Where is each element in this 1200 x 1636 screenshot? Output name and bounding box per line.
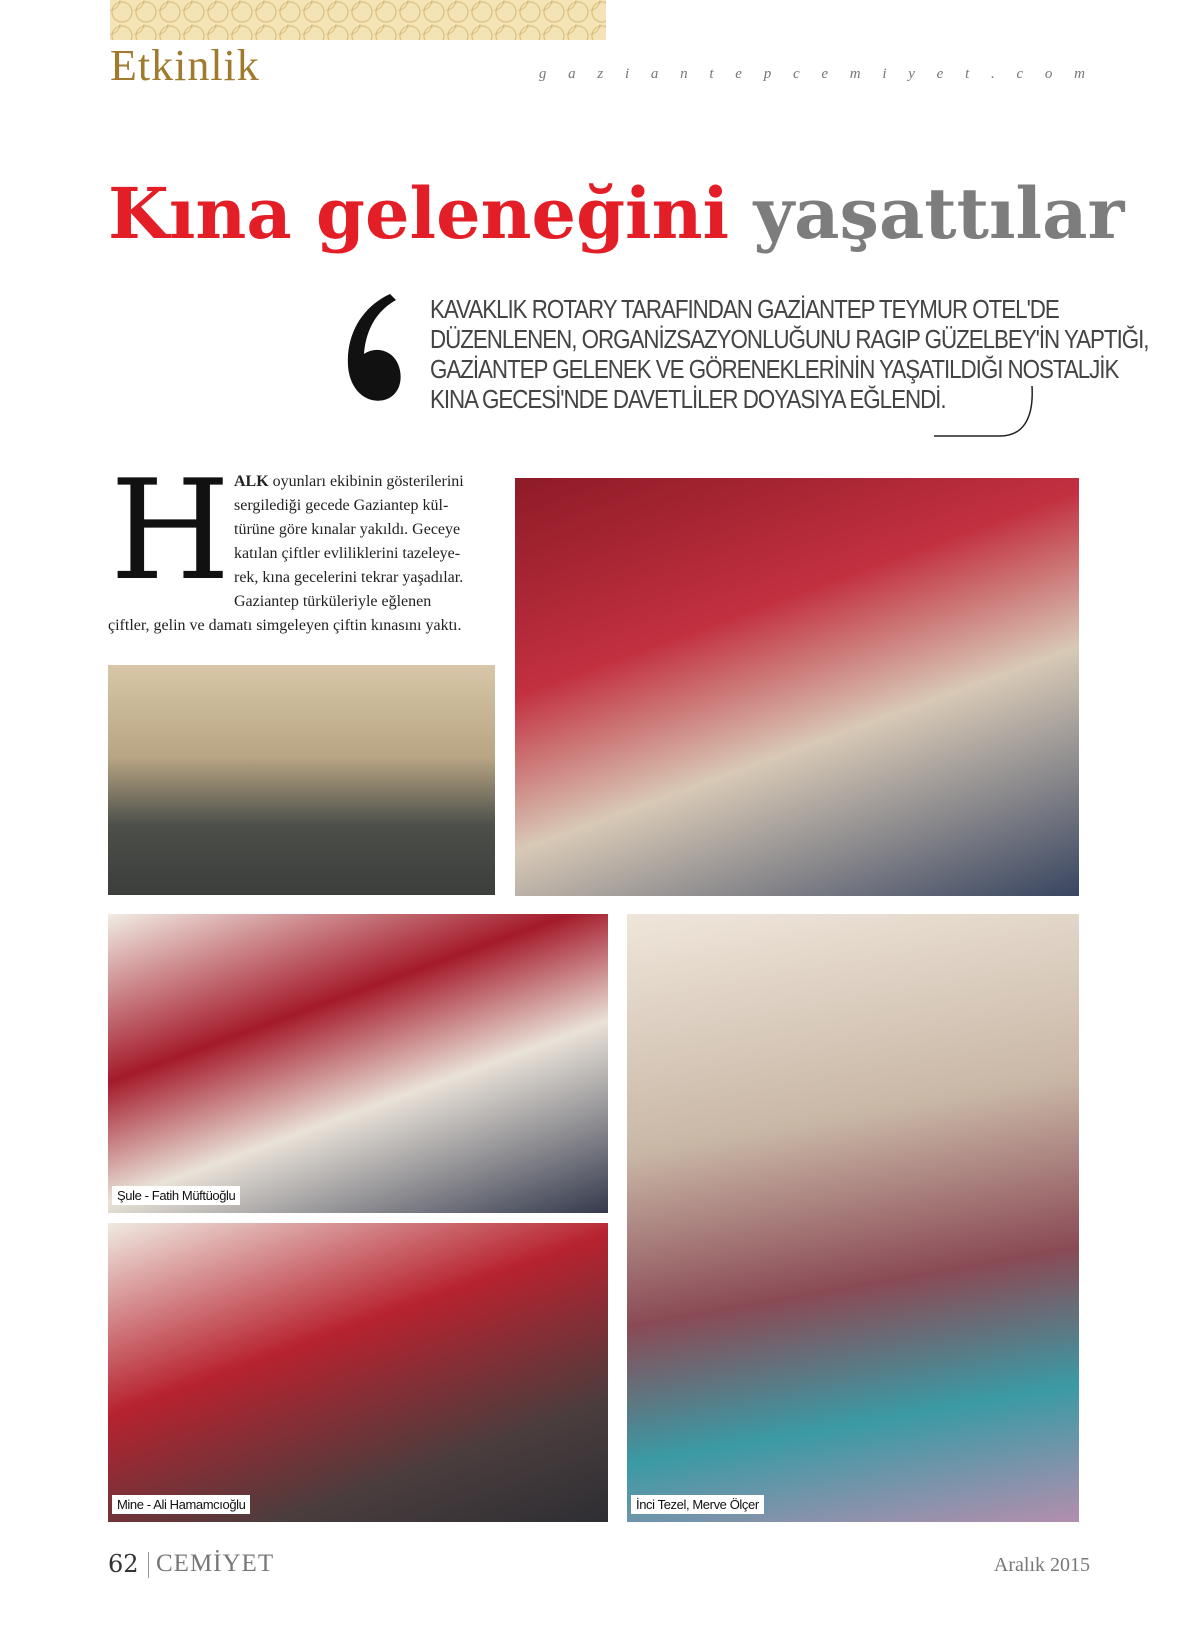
- lead-line: KINA GECESİ'NDE DAVETLİLER DOYASIYA EĞLENDİ.: [430, 384, 946, 414]
- photo-couple-2: [108, 1223, 608, 1522]
- quote-mark-icon: [340, 288, 406, 408]
- website-url[interactable]: g a z i a n t e p c e m i y e t . c o m: [538, 66, 1094, 82]
- article-headline: [108, 172, 1124, 256]
- body-line: çiftler, gelin ve damatı simgeleyen çiftin kınasını yaktı.: [108, 617, 462, 634]
- photo-procession: [108, 665, 495, 895]
- drop-cap: H: [110, 450, 231, 611]
- body-line: katılan çiftler evliliklerini tazeleye-: [234, 545, 461, 562]
- photo-henna-ceremony: [515, 478, 1079, 896]
- body-line: [108, 470, 498, 494]
- issue-date: Aralık 2015: [993, 1554, 1090, 1576]
- body-line: rek, kına gecelerini tekrar yaşadılar.: [234, 569, 464, 586]
- page-number: 62: [108, 1550, 139, 1578]
- headline-red: Kına geleneğini: [108, 172, 730, 255]
- article-body: [108, 450, 498, 638]
- photo-couple-1: [108, 914, 608, 1213]
- lead-line: KAVAKLIK ROTARY TARAFINDAN GAZİANTEP TEYMUR OTEL'DE: [430, 294, 1059, 324]
- footer-divider: [148, 1552, 149, 1578]
- lead-underline-curve: [930, 380, 1040, 440]
- magazine-name: CEMİYET: [156, 1550, 275, 1577]
- photo-caption: Şule - Fatih Müftüoğlu: [112, 1186, 240, 1205]
- body-line: türüne göre kınalar yakıldı. Geceye: [234, 521, 461, 538]
- photo-caption: Mine - Ali Hamamcıoğlu: [112, 1495, 250, 1514]
- body-line: Gaziantep türküleriyle eğlenen: [234, 593, 432, 610]
- body-line: sergilediği gecede Gaziantep kül-: [234, 497, 449, 514]
- section-label: Etkinlik: [110, 41, 260, 90]
- lead-line: DÜZENLENEN, ORGANİZSAZYONLUĞUNU RAGIP GÜZELBEY'İN YAPTIĞI,: [430, 324, 1149, 354]
- headline-gray: yaşattılar: [753, 172, 1125, 255]
- lead-line: GAZİANTEP GELENEK VE GÖRENEKLERİNİN YAŞATILDIĞI NOSTALJİK: [430, 354, 1119, 384]
- lead-word: ALK: [234, 473, 269, 490]
- body-line-rest: oyunları ekibinin gösterilerini: [268, 473, 464, 490]
- header-ornament: [110, 0, 606, 40]
- photo-caption: İnci Tezel, Merve Ölçer: [631, 1495, 764, 1514]
- photo-two-women: [627, 914, 1079, 1522]
